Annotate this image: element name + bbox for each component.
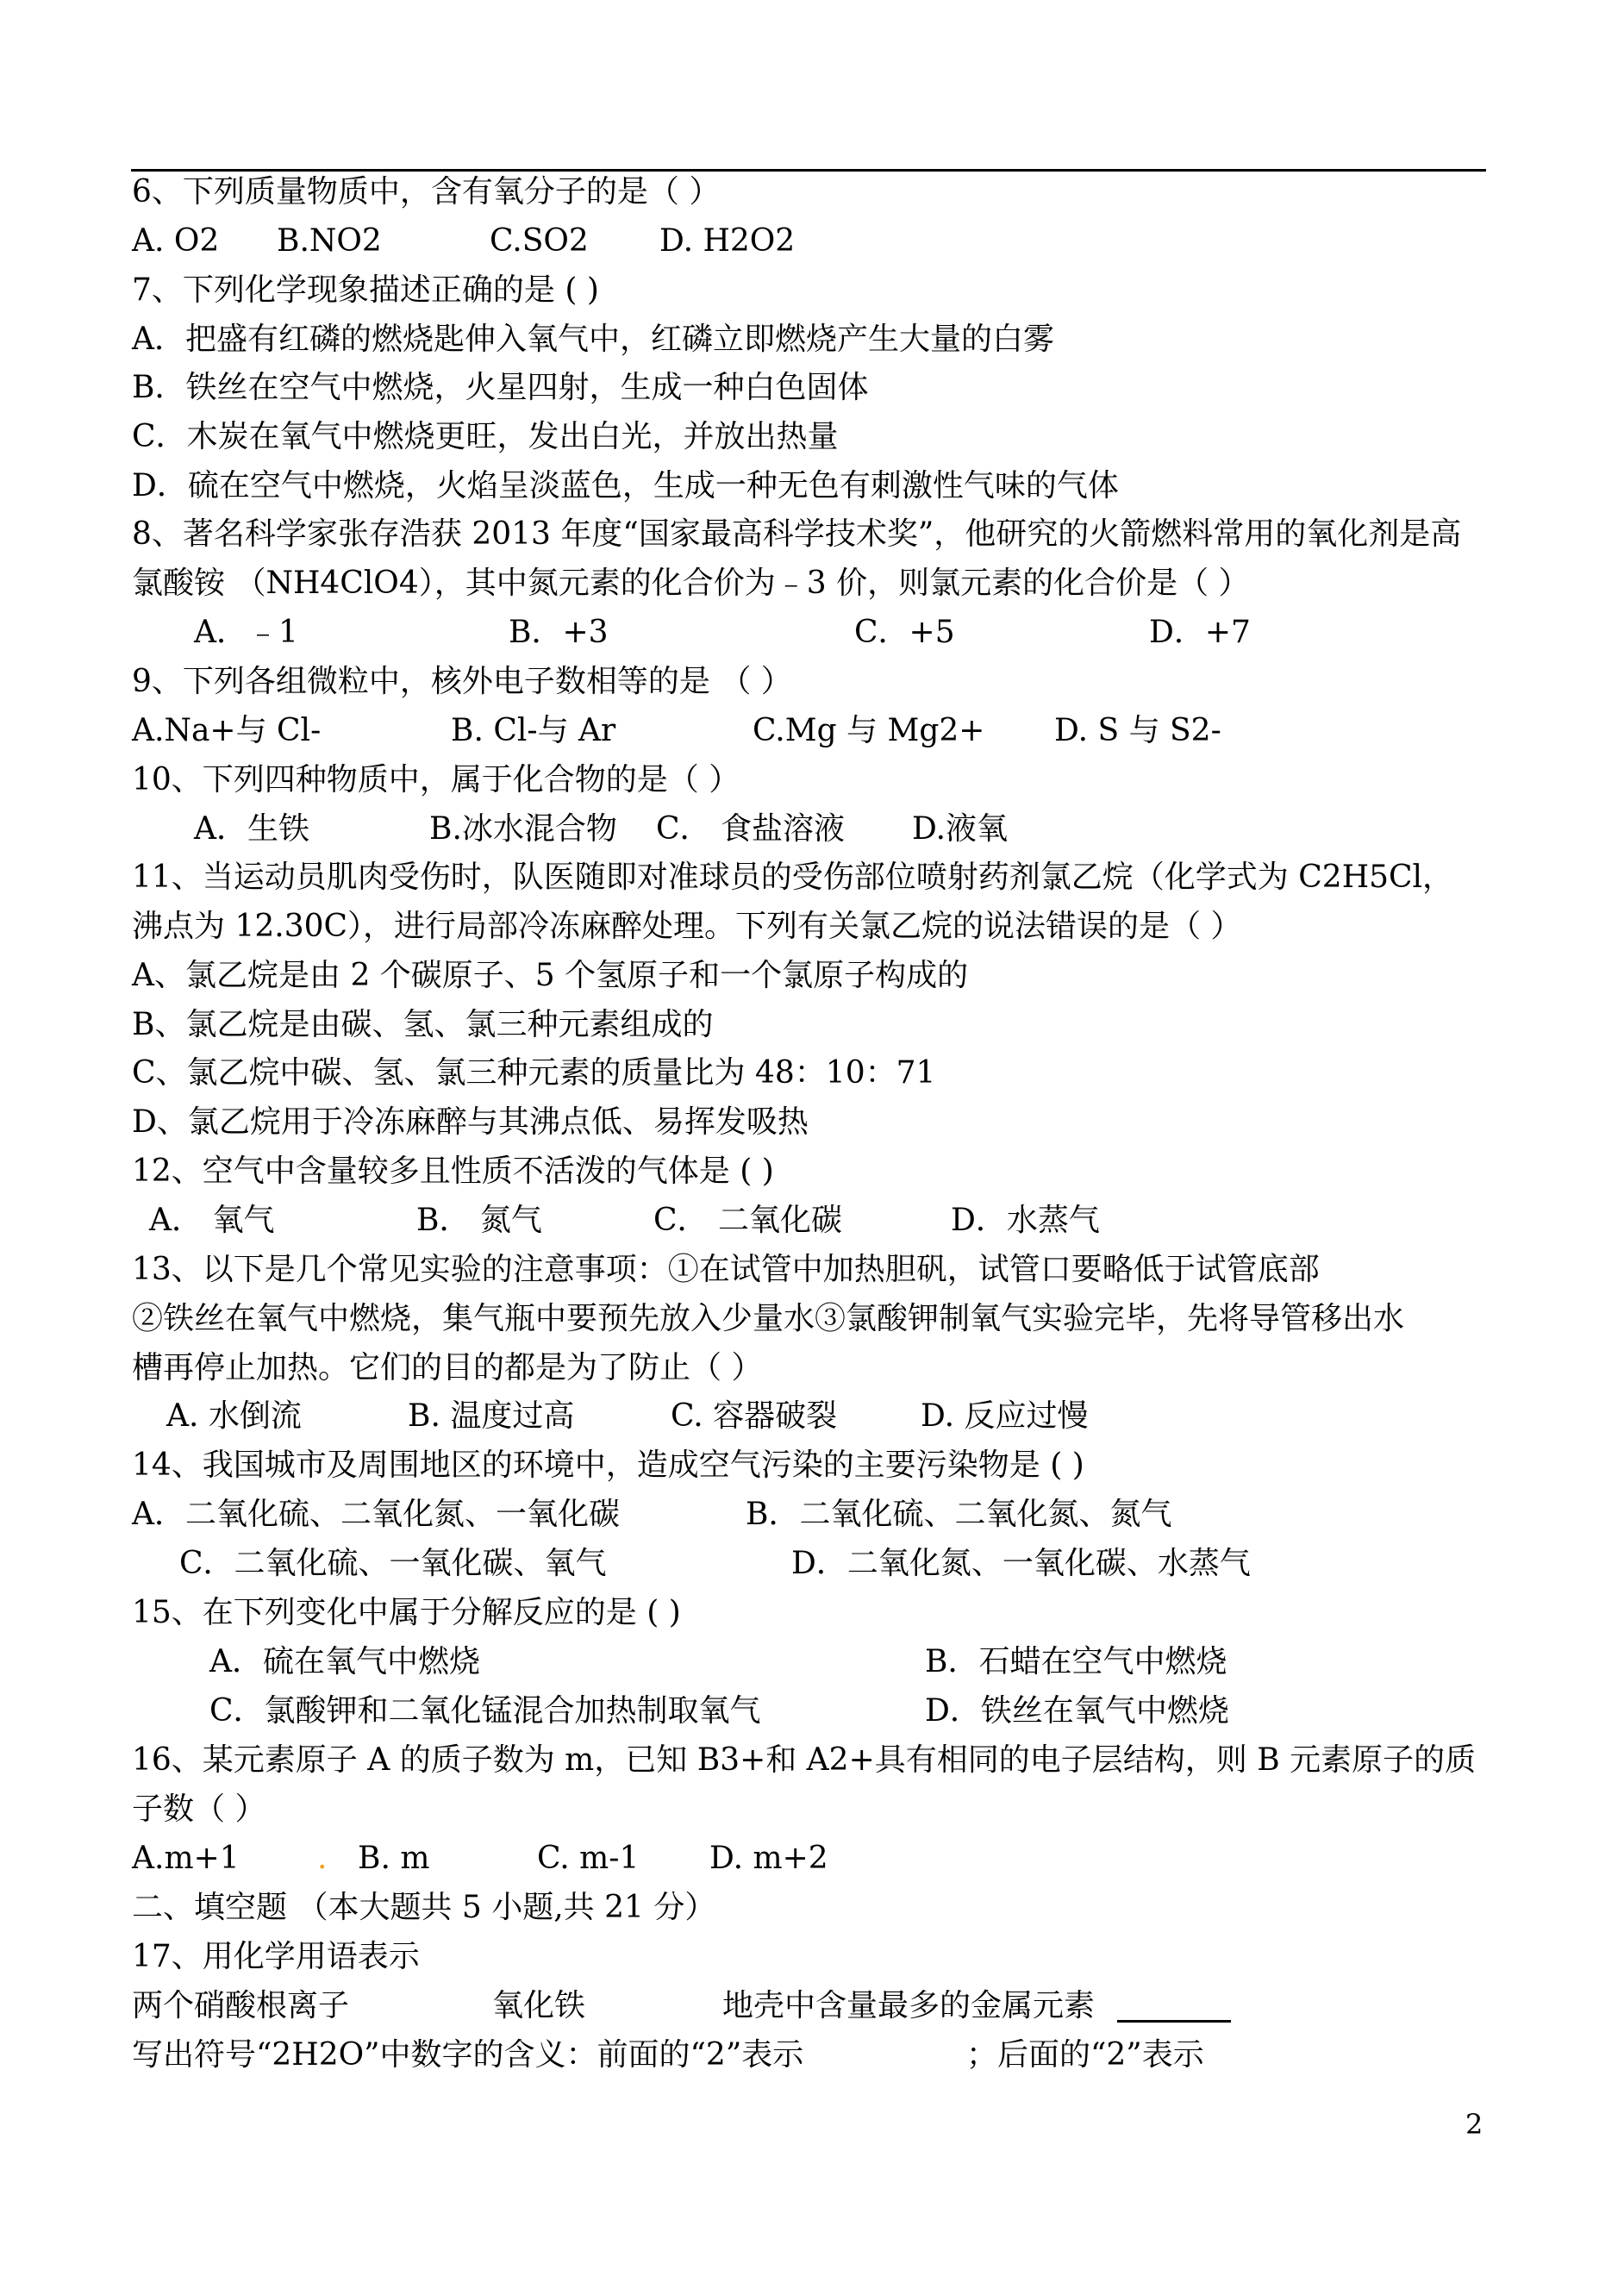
q11-option-a: A、氯乙烷是由 2 个碳原子、5 个氢原子和一个氯原子构成的 [132,958,969,993]
q8-option-b: B．+3 [509,615,609,650]
q10-stem: 10、下列四种物质中，属于化合物的是（ ） [132,762,740,797]
q17-blank1-label: 两个硝酸根离子 [132,1988,350,2023]
q14-option-c: C．二氧化硫、一氧化碳、氧气 [179,1546,607,1581]
q11-option-c: C、氯乙烷中碳、氢、氯三种元素的质量比为 48：10：71 [132,1055,936,1091]
q13-option-b: B. 温度过高 [408,1398,575,1434]
q14-stem: 14、我国城市及周围地区的环境中，造成空气污染的主要污染物是 ( ) [132,1448,1084,1483]
q12-stem: 12、空气中含量较多且性质不活泼的气体是 ( ) [132,1154,774,1189]
q6-option-b: B.NO2 [277,223,382,259]
q17-blank3-line [1117,2020,1231,2023]
q14-option-b: B．二氧化硫、二氧化氮、氮气 [746,1497,1172,1532]
q13-stem-line3: 槽再停止加热。它们的目的都是为了防止（ ） [132,1350,763,1385]
q16-stem-line1: 16、某元素原子 A 的质子数为 m，已知 B3+和 A2+具有相同的电子层结构，则 B 元素原子的质 [132,1742,1477,1778]
q11-stem-line2: 沸点为 12.30C），进行局部冷冻麻醉处理。下列有关氯乙烷的说法错误的是（ ） [132,909,1242,944]
q8-option-a: A．﹣1 [194,615,298,650]
q9-option-a: A.Na+与 Cl- [132,713,322,748]
q12-option-c: C． 二氧化碳 [653,1203,842,1238]
q15-option-c: C．氯酸钾和二氧化锰混合加热制取氧气 [209,1693,761,1729]
q12-option-d: D．水蒸气 [951,1203,1100,1238]
section-2-title: 二、填空题 （本大题共 5 小题,共 21 分） [132,1890,716,1925]
q14-option-d: D．二氧化氮、一氧化碳、水蒸气 [791,1546,1251,1581]
q6-option-a: A. O2 [132,223,220,259]
q8-stem-line2: 氯酸铵 （NH4ClO4），其中氮元素的化合价为﹣3 价，则氯元素的化合价是（ ） [132,566,1250,601]
q11-option-d: D、氯乙烷用于冷冻麻醉与其沸点低、易挥发吸热 [132,1104,809,1140]
q17-line2-part1: 写出符号“2H2O”中数字的含义：前面的“2”表示 [132,2037,804,2073]
q14-option-a: A．二氧化硫、二氧化氮、一氧化碳 [132,1497,620,1532]
q15-stem: 15、在下列变化中属于分解反应的是 ( ) [132,1595,681,1630]
q10-option-a: A．生铁 [194,811,309,847]
q16-option-c: C. m-1 [537,1841,640,1876]
q6-option-c: C.SO2 [490,223,589,259]
q13-option-a: A. 水倒流 [166,1398,302,1434]
q15-option-a: A．硫在氧气中燃烧 [209,1644,480,1679]
q10-option-b: B.冰水混合物 [429,811,617,847]
q12-option-a: A． 氧气 [149,1203,275,1238]
q9-option-d: D. S 与 S2- [1054,713,1221,748]
stray-dot: . [317,1841,328,1876]
q7-option-b: B．铁丝在空气中燃烧，火星四射，生成一种白色固体 [132,370,869,405]
header-rule [131,169,1486,172]
q13-option-d: D. 反应过慢 [921,1398,1089,1434]
q17-blank2-label: 氧化铁 [492,1988,586,2023]
q13-option-c: C. 容器破裂 [671,1398,838,1434]
q16-option-a: A.m+1 [132,1841,240,1876]
q17-blank3-label: 地壳中含量最多的金属元素 [722,1988,1096,2023]
q10-option-c: C． 食盐溶液 [656,811,845,847]
q11-stem-line1: 11、当运动员肌肉受伤时，队医随即对准球员的受伤部位喷射药剂氯乙烷（化学式为 C2H5Cl， [132,860,1454,895]
q8-stem-line1: 8、著名科学家张存浩获 2013 年度“国家最高科学技术奖”，他研究的火箭燃料常用的氧化剂是高 [132,516,1462,552]
page-number: 2 [1465,2108,1483,2141]
q11-option-b: B、氯乙烷是由碳、氢、氯三种元素组成的 [132,1007,714,1042]
q6-option-d: D. H2O2 [659,223,796,259]
q10-option-d: D.液氧 [912,811,1009,847]
q13-stem-line2: ②铁丝在氧气中燃烧，集气瓶中要预先放入少量水③氯酸钾制氧气实验完毕，先将导管移出水 [132,1301,1405,1336]
q7-option-c: C．木炭在氧气中燃烧更旺，发出白光，并放出热量 [132,419,839,454]
q17-stem: 17、用化学用语表示 [132,1939,420,1974]
q7-stem: 7、下列化学现象描述正确的是 ( ) [132,272,599,308]
q16-option-d: D. m+2 [709,1841,828,1876]
q9-stem: 9、下列各组微粒中，核外电子数相等的是 （ ） [132,664,792,699]
q7-option-a: A．把盛有红磷的燃烧匙伸入氧气中，红磷立即燃烧产生大量的白雾 [132,322,1054,357]
q13-stem-line1: 13、以下是几个常见实验的注意事项：①在试管中加热胆矾，试管口要略低于试管底部 [132,1252,1320,1287]
q8-option-c: C．+5 [854,615,955,650]
q7-option-d: D．硫在空气中燃烧，火焰呈淡蓝色，生成一种无色有刺激性气味的气体 [132,468,1119,503]
q12-option-b: B． 氮气 [416,1203,542,1238]
q9-option-b: B. Cl-与 Ar [451,713,616,748]
q16-option-b: B. m [358,1841,430,1876]
q8-option-d: D．+7 [1149,615,1251,650]
q15-option-b: B．石蜡在空气中燃烧 [925,1644,1227,1679]
q17-line2-part2: ；后面的“2”表示 [966,2037,1204,2073]
q15-option-d: D．铁丝在氧气中燃烧 [925,1693,1229,1729]
q6-stem: 6、下列质量物质中，含有氧分子的是（ ） [132,174,721,209]
q16-stem-line2: 子数（ ） [132,1792,266,1827]
q9-option-c: C.Mg 与 Mg2+ [753,713,985,748]
